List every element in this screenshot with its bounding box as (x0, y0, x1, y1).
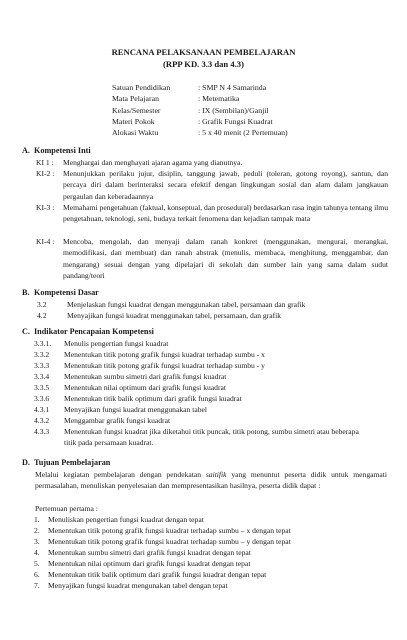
item-code: 3.3.5 (34, 383, 50, 392)
list-item (34, 580, 228, 591)
section-title: Indikator Pencapaian Kompetensi (34, 327, 154, 336)
item-code: 3.3.6 (34, 394, 50, 403)
list-item (34, 525, 291, 536)
item-code: 3.3.4 (34, 372, 50, 381)
document-title: RENCANA PELAKSANAAN PEMBELAJARAN (111, 47, 296, 57)
section-d-heading (22, 458, 110, 468)
item-code: 4.3.3 (34, 427, 50, 436)
item-text: Menentukan sumbu simetri dari grafik fungsi kuadrat dengan tepat (48, 548, 251, 557)
item-number: 1. (34, 515, 40, 524)
item-text: Menuliskan pengertian fungsi kuadrat dengan tepat (48, 515, 204, 524)
section-letter: B. (22, 288, 30, 297)
section-letter: A. (22, 146, 30, 155)
identity-row (112, 93, 288, 104)
identity-row (112, 105, 288, 116)
list-item (34, 536, 291, 547)
meeting-label: Pertemuan pertama : (35, 504, 98, 513)
item-text: Menentukan fungsi kuadrat jika diketahui titik puncak, titik potong, sumbu simetri atau beberapa titik pada persamaan kuadrat. (64, 427, 359, 448)
identity-value: : IX (Sembilan)/Ganjil (198, 105, 269, 115)
item-text: Menentukan nilai optimum dari grafik fungsi kuadrat dengan tepat (48, 559, 251, 568)
item-text: Menyajikan fungsi kuadrat menggunakan tabel (64, 405, 207, 414)
item-text: Menentukan nilai optimum dari grafik fungsi kuadrat (64, 383, 226, 392)
intro-text: yang menuntut peserta didik untuk mengamati permasalahan, menuliskan penyelesaian dan mempresentasikan hasilnya, peserta didik dapat : (35, 470, 387, 491)
identity-label: Materi Pokok (112, 116, 155, 126)
list-item (34, 514, 204, 525)
section-letter: D. (22, 458, 30, 467)
item-text: Mencoba, mengolah, dan menyaji dalam ranah konkret (menggunakan, mengurai, merangkai, memodifikasi, dan membuat) dan ranah abstrak (menulis, membaca, menghitung, menggambar, dan mengarang) sesuai dengan yang dipelajari di sekolah dan sumber lain yang sama dalam sudut pandang/teori (63, 237, 388, 281)
item-code: 4.3.2 (34, 416, 50, 425)
identity-table (112, 82, 288, 138)
item-text: Menunjukkan perilaku jujur, disiplin, tanggung jawab, peduli (toleran, gotong royong), santun, dan percaya diri dalam berinteraksi secara efektif dengan lingkungan sosial dan alam dalam jangkauan pergaulan dan keberadaannya (63, 169, 388, 201)
section-letter: C. (22, 327, 30, 336)
identity-value: : Metematika (198, 94, 240, 104)
section-title: Kompetensi Dasar (34, 288, 99, 297)
item-text: Menjelaskan fungsi kuadrat dengan menggunakan tabel, persamaan dan grafik (67, 300, 306, 309)
identity-row (112, 127, 288, 138)
identity-label: Satuan Pendidikan (112, 83, 171, 92)
item-code: 4.3.1 (34, 405, 50, 414)
item-text: Memahami pengetahuan (faktual, konseptual, dan prosedural) berdasarkan rasa ingin tahunya tentang ilmu pengetahuan, teknologi, seni, budaya terkait fenomena dan kejadian tampak mata (63, 203, 388, 224)
identity-label: Mata Pelajaran (112, 94, 159, 104)
item-text: Menentukan titik balik optimum dari grafik fungsi kuadrat dengan tepat (48, 570, 267, 579)
item-number: 2. (34, 526, 40, 535)
identity-row (112, 116, 288, 127)
identity-label: Kelas/Semester (112, 105, 161, 115)
item-number: 3. (34, 537, 40, 546)
list-item (34, 547, 251, 558)
identity-value: : Grafik Fungsi Kuadrat (198, 116, 273, 126)
item-text: Menulis pengertian fungsi kuadrat (64, 339, 169, 348)
list-item (34, 569, 266, 580)
item-code: KI-3 : (36, 203, 55, 212)
item-text: Menyajikan fungsi kuadrat mengunakan tabel dengan tepat (48, 581, 228, 590)
item-number: 4. (34, 548, 40, 557)
intro-text: Melalui kegiatan pembelajaran dengan pendekatan (35, 470, 206, 479)
item-text: Menentukan sumbu simetri dari grafik fungsi kuadrat (64, 372, 227, 381)
section-title: Kompetensi Inti (34, 146, 91, 155)
item-text: Menentukan titik potong grafik fungsi kuadrat terhadap sumbu – x dengan tepat (48, 526, 291, 535)
item-code: KI 1 : (36, 158, 54, 167)
section-c-heading (22, 327, 154, 337)
item-code: 3.2 (37, 300, 47, 309)
list-item (34, 426, 386, 450)
intro-emphasis: saitifik (205, 470, 227, 479)
item-text: Menentukan titik potong grafik fungsi kuadrat terhadap sumbu - y (64, 361, 265, 370)
identity-value: : 5 x 40 menit (2 Pertemuan) (198, 128, 288, 138)
item-text: Menentukan titik potong grafik fungsi kuadrat terhadap sumbu – y dengan tepat (48, 537, 291, 546)
list-item (36, 168, 388, 204)
item-code: 3.3.2 (34, 350, 50, 359)
list-item (34, 558, 250, 569)
item-text: Menentukan titik balik optimum dari grafik fungsi kuadrat (64, 394, 242, 403)
identity-label: Alokasi Waktu (112, 128, 159, 138)
identity-value: : SMP N 4 Samarinda (198, 83, 267, 92)
item-number: 7. (34, 581, 40, 590)
list-item (36, 202, 388, 238)
section-b-heading (22, 288, 99, 298)
list-item (37, 310, 389, 322)
identity-row (112, 82, 288, 93)
item-number: 5. (34, 559, 40, 568)
item-text: Menentukan titik potong grafik fungsi kuadrat terhadap sumbu - x (64, 350, 265, 359)
item-code: 3.3.1. (34, 339, 52, 348)
item-text: Menyajikan fungsi kuadrat menggunakan tabel, persamaan, dan grafik (67, 311, 282, 320)
document-subtitle: (RPP KD. 3.3 dan 4.3) (163, 59, 244, 69)
item-code: KI-2 : (36, 169, 55, 178)
item-code: 4.2 (37, 311, 47, 320)
item-code: KI-4 : (36, 237, 55, 246)
item-number: 6. (34, 570, 40, 579)
section-title: Tujuan Pembelajaran (34, 458, 111, 467)
section-a-heading (22, 146, 91, 156)
list-item (36, 236, 388, 284)
item-text: Menghargai dan menghayati ajaran agama yang dianutnya. (63, 158, 243, 167)
item-text: Menggambar grafik fungsi kuadrat (64, 416, 171, 425)
item-code: 3.3.3 (34, 361, 50, 370)
objective-intro (35, 469, 387, 492)
